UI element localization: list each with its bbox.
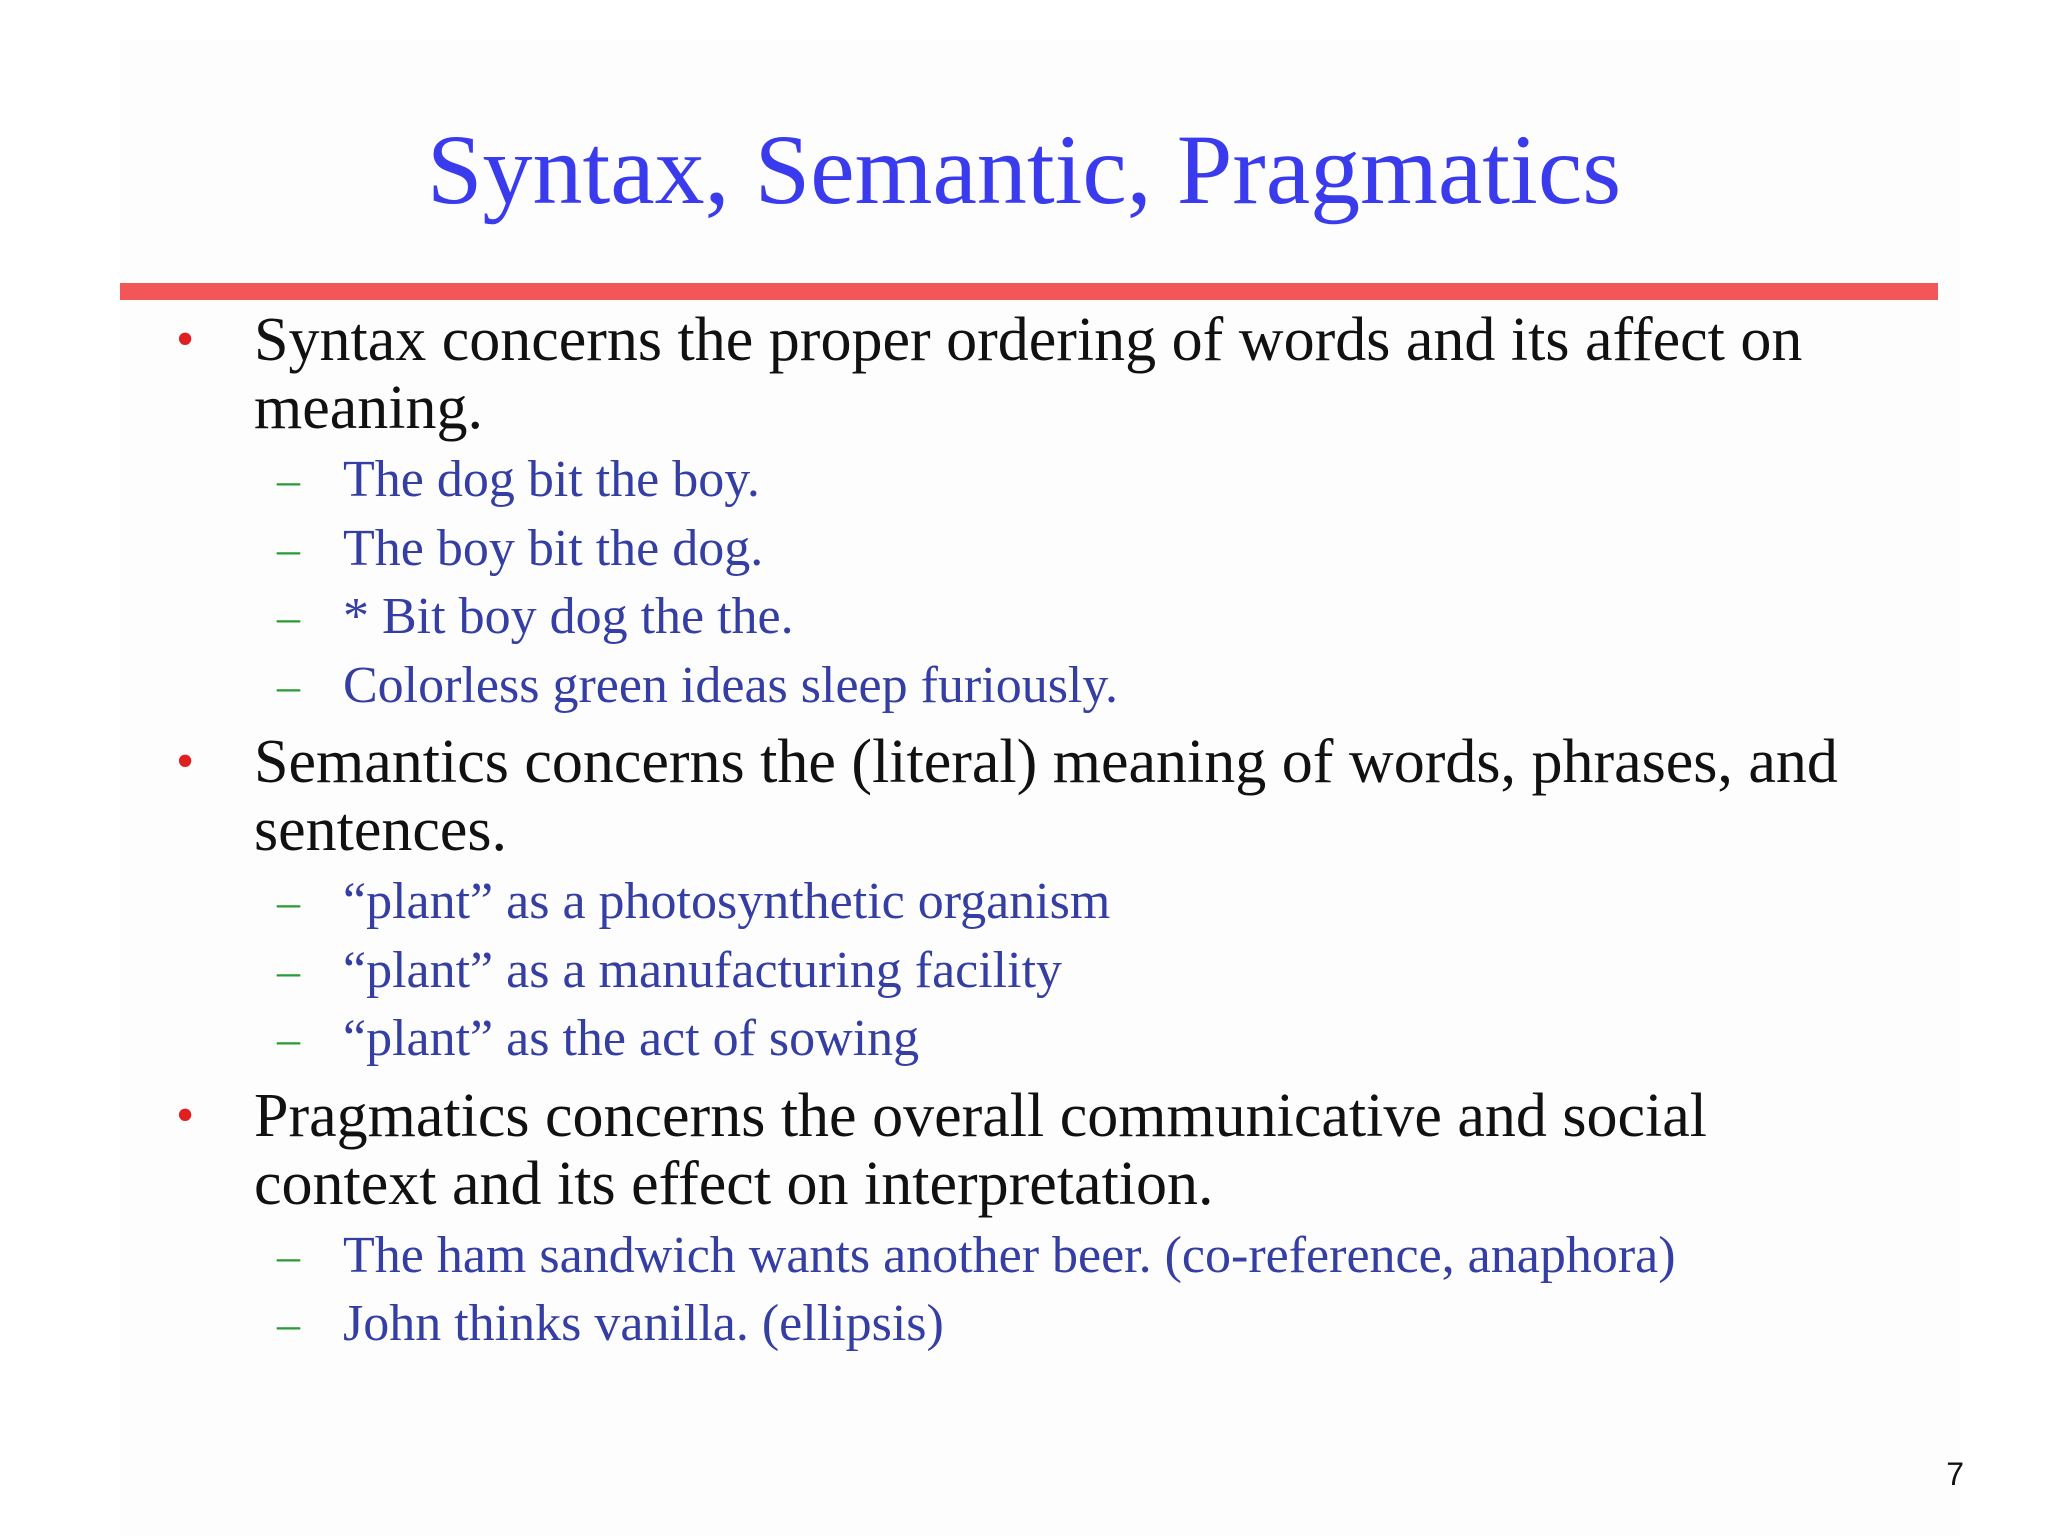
- sub-item-text: “plant” as the act of sowing: [343, 1010, 920, 1067]
- sub-item: [0, 652, 2048, 721]
- sub-item-text: Colorless green ideas sleep furiously.: [343, 656, 1118, 714]
- sub-item-text: “plant” as a photosynthetic organism: [343, 873, 1111, 930]
- sub-item-text: The ham sandwich wants another beer. (co-reference, anaphora): [343, 1226, 1676, 1284]
- sub-item: [0, 515, 2048, 584]
- dash-marker-icon: –: [277, 522, 300, 574]
- sub-item: [0, 1222, 2048, 1291]
- dash-marker-icon: –: [277, 1013, 300, 1064]
- sub-item: [0, 446, 2048, 515]
- sub-item: [0, 583, 2048, 652]
- title-underline-rule: [120, 283, 1938, 300]
- sub-item-text: The dog bit the boy.: [343, 451, 760, 508]
- bullet-item: [0, 1082, 1894, 1218]
- sub-item-text: “plant” as a manufacturing facility: [343, 941, 1063, 999]
- sub-list: [0, 446, 2048, 720]
- bullet-item: [0, 728, 1894, 864]
- sub-item-text: The boy bit the dog.: [343, 519, 764, 577]
- dash-marker-icon: –: [277, 659, 300, 711]
- bullet-syntax: [0, 306, 2048, 720]
- dash-marker-icon: –: [277, 591, 300, 642]
- page-number: 7: [1946, 1456, 1964, 1492]
- bullet-marker-icon: •: [176, 311, 195, 368]
- dash-marker-icon: –: [277, 1298, 300, 1349]
- dash-marker-icon: –: [277, 1229, 300, 1281]
- sub-list: [0, 868, 2048, 1074]
- bullet-semantics: [0, 728, 2048, 1074]
- sub-item: [0, 868, 2048, 937]
- sub-list: [0, 1222, 2048, 1359]
- dash-marker-icon: –: [277, 876, 300, 927]
- dash-marker-icon: –: [277, 454, 300, 505]
- bullet-text: Semantics concerns the (literal) meaning of words, phrases, and sentences.: [254, 728, 1838, 864]
- bullet-marker-icon: •: [176, 733, 195, 790]
- dash-marker-icon: –: [277, 944, 300, 996]
- sub-item-text: John thinks vanilla. (ellipsis): [343, 1295, 944, 1352]
- sub-item-text: * Bit boy dog the the.: [343, 588, 794, 645]
- sub-item: [0, 1290, 2048, 1359]
- bullet-marker-icon: •: [176, 1086, 195, 1144]
- bullet-item: [0, 306, 1894, 442]
- bullet-text: Pragmatics concerns the overall communicative and social context and its effect on interpretation.: [254, 1081, 1708, 1218]
- sub-item: [0, 937, 2048, 1006]
- bullet-text: Syntax concerns the proper ordering of words and its affect on meaning.: [254, 306, 1803, 442]
- bullet-list: [0, 306, 2048, 1367]
- slide-title: Syntax, Semantic, Pragmatics: [426, 114, 1622, 225]
- bullet-pragmatics: [0, 1082, 2048, 1359]
- sub-item: [0, 1005, 2048, 1074]
